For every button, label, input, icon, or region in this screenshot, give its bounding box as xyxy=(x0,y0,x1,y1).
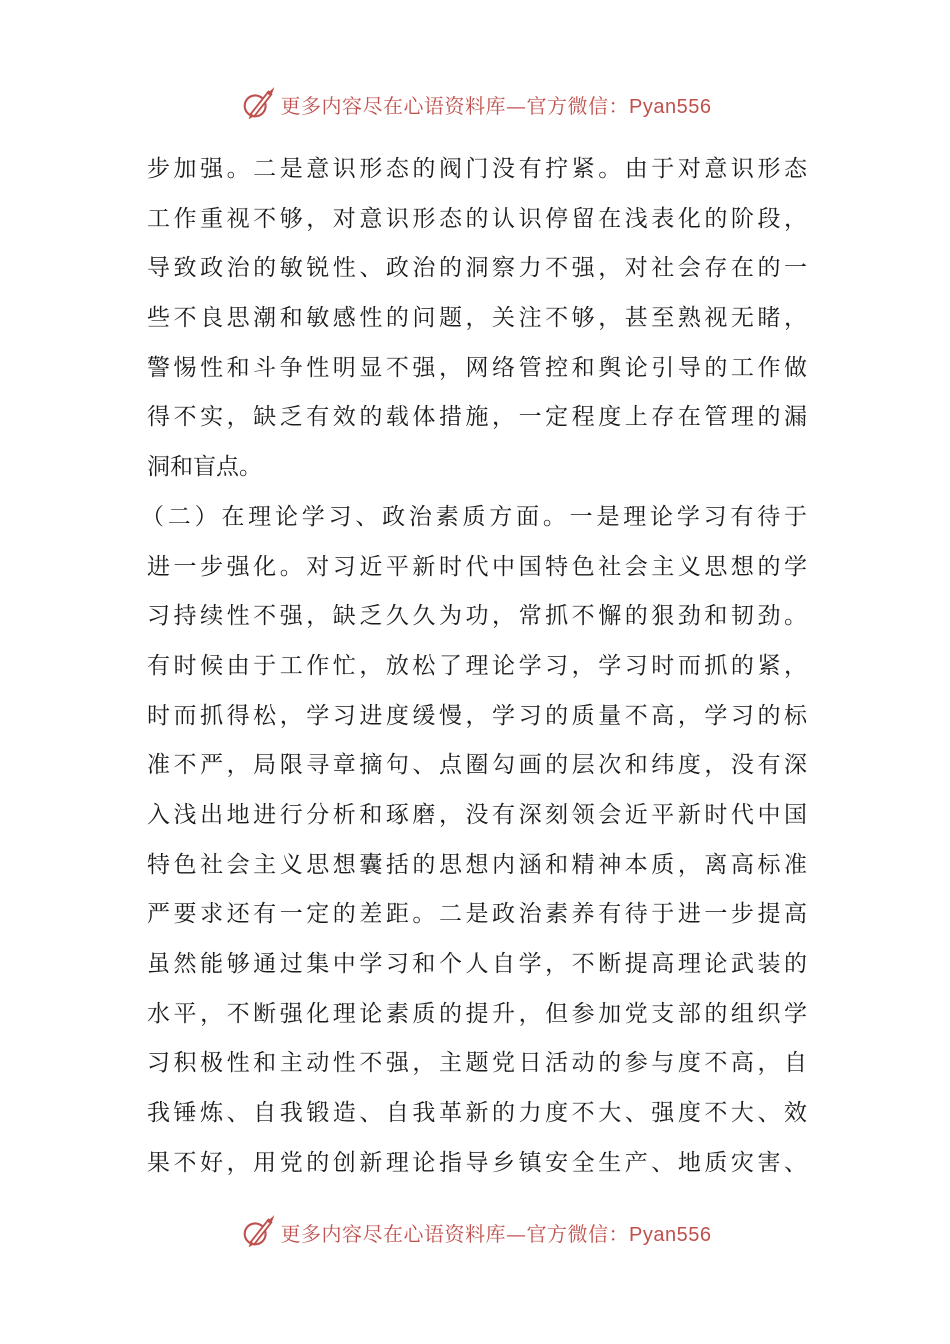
watermark-text: 更多内容尽在心语资料库—官方微信：Pyan556 xyxy=(280,1221,712,1246)
watermark-text: 更多内容尽在心语资料库—官方微信：Pyan556 xyxy=(280,93,712,118)
text-line: 特色社会主义思想囊括的思想内涵和精神本质，离高标准 xyxy=(147,851,807,878)
text-line: 严要求还有一定的差距。二是政治素养有待于进一步提高 xyxy=(147,901,807,928)
text-line: 习积极性和主动性不强，主题党日活动的参与度不高，自 xyxy=(147,1050,807,1077)
text-line: 时而抓得松，学习进度缓慢，学习的质量不高，学习的标 xyxy=(147,702,807,729)
text-line: 习持续性不强，缺乏久久为功，常抓不懈的狠劲和韧劲。 xyxy=(147,603,807,630)
text-line: 虽然能够通过集中学习和个人自学，不断提高理论武装的 xyxy=(147,951,807,977)
text-line: 得不实，缺乏有效的载体措施，一定程度上存在管理的漏 xyxy=(147,404,807,431)
text-line: 有时候由于工作忙，放松了理论学习，学习时而抓的紧， xyxy=(147,652,807,679)
text-line: 准不严，局限寻章摘句、点圈勾画的层次和纬度，没有深 xyxy=(147,752,807,779)
text-line: 果不好，用党的创新理论指导乡镇安全生产、地质灾害、 xyxy=(147,1149,807,1176)
text-line: 洞和盲点。 xyxy=(147,454,262,481)
text-line: 入浅出地进行分析和琢磨，没有深刻领会近平新时代中国 xyxy=(147,801,807,828)
text-line: 警惕性和斗争性明显不强，网络管控和舆论引导的工作做 xyxy=(147,354,807,381)
text-line: 工作重视不够，对意识形态的认识停留在浅表化的阶段， xyxy=(147,205,807,232)
quill-logo-icon xyxy=(239,1213,277,1251)
footer-watermark xyxy=(0,1210,950,1254)
document-body xyxy=(141,145,807,1188)
text-line: 我锤炼、自我锻造、自我革新的力度不大、强度不大、效 xyxy=(147,1100,807,1127)
text-line: 进一步强化。对习近平新时代中国特色社会主义思想的学 xyxy=(147,553,807,580)
text-line: 导致政治的敏锐性、政治的洞察力不强，对社会存在的一 xyxy=(147,255,807,282)
quill-logo-icon xyxy=(239,85,277,123)
header-watermark xyxy=(0,82,950,126)
section-heading-line: （二）在理论学习、政治素质方面。一是理论学习有待于 xyxy=(141,503,807,530)
text-line: 水平，不断强化理论素质的提升，但参加党支部的组织学 xyxy=(147,1000,807,1027)
text-line: 些不良思潮和敏感性的问题，关注不够，甚至熟视无睹， xyxy=(147,305,807,332)
text-line: 步加强。二是意识形态的阀门没有拧紧。由于对意识形态 xyxy=(147,156,807,182)
